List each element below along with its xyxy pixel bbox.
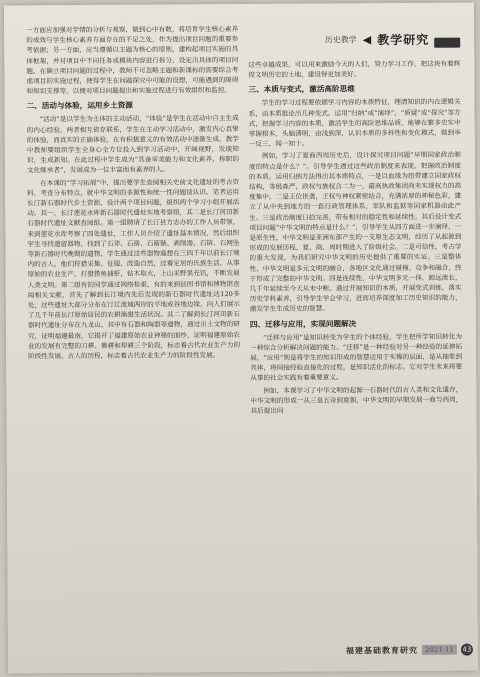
section-heading: 三、本质与变式，激活高阶思维: [248, 84, 355, 95]
section-label: 历史教学: [324, 34, 357, 44]
paragraph: 一方面应加强对学情的分析与观察，做到心中有数，将培育学生核心素养的成效与学生核心素养方面存在的不足之处，作为提出项目问题的重要参考依据；另一方面，应当遵循以主题为核心的原则，建构起项目实施的具体框架，并对项目中不同任务或模块内容进行拆分，设定出具体的项目问题。在确立项目问题的过程中，教师不可忽略主题和新课标的需要综合考虑项目的实施过程，使得学生在问题探究中可能的设想，可能遇到的障碍和知识支撑等，以便对项目问题提出和实施过程进行有效组织和监控。: [26, 25, 239, 96]
header-bar-decoration: [434, 38, 460, 48]
journal-name: 福建基础教育研究: [345, 644, 418, 655]
paragraph: “活动”是以学生为主体的主动活动，“体验”是学生在活动中自主生成的内心经验，两者相互依存联系，学生在主动学习活动中，激发内心真挚的体验，而真实的正确体验，在有积极意义的有效活动中逐渐生成。教学中教师要组织学生全身心全方位投入到学习活动中，开阔视野，发现知识，生成新知。在此过程中学生成为“具备审美能力和文化素养，称职的文化继承者”，发展成为一位丰富而有素养的人。: [26, 114, 239, 175]
section-title: 教学研究: [377, 32, 430, 47]
document-page: [4, 3, 478, 674]
issue-number: 2021·11: [422, 645, 457, 655]
paragraph: 学生的学习过程要依据学习内容的本质特征，理清知识的内在逻辑关系，由本质推论出几种变式。运用“归纳”或“演绎”，“质疑”或“探究”等方式，把握学习内容的本质，激活学生的高阶思维品质，能够在繁多史实中掌握根本，头脑清明，由浅到深，认识本质的多样性和变化模式，做到举一反三，闻一知十。: [248, 98, 461, 149]
page-header: [258, 27, 463, 52]
section-heading: 二、活动与体验，运用乡土资源: [26, 101, 133, 111]
paragraph: 在本课的“学习拓展”中，提出要学生查阅相关史前文化遗址的考古资料，考查分布特点，就中华文明的多源性和统一性问题谈认识。笔者运用长汀新石器时代乡土资源，设计两个项目问题，组织两个学习小组开展活动。其一，长汀莲花水库新石器时代遗址实地考察组，其二是长汀河田新石器时代遗址文献查阅组。第一组聘请了长汀县方志办的工作人员带领，来到莲花水库考察了四处遗址，工作人员介绍了遗址基本情况，然后组织学生寻找遗留器物，找到了石斧、石凿、石箭镞、剥削器、石锛、石网坠等新石器时代晚期的遗物，学生通过这些器物遥想在三四千年以前长汀境内的古人，他们狩猎采集、征服、改造自然，过着定居的氏族生活，从事原始的农业生产，打猎捞鱼捕虾，钻木取火，上山采野果充饥，不断发展人类文明。第二组有的同学通过网络检索，有的来到县图书馆和博物馆查阅相关文献，首先了解到长汀境内先后发现的新石器时代遗址达120多处，这些遗址大部分分布在汀江流域两岸的平地或谷地边缘，向人们展示了几千年前长汀原始居民的农耕渔猎生活状况。其二了解到长汀河田新石器时代遗址分布在九龙山，其中有石器和陶器等遗物，通过出土文物的研究，证明福建最南，它揭开了福建原始农业神秘的面纱，证明福建原始农业的发展有完整的刀耕、锄耕和犁耕三个阶段，标志着古代农业生产力的阶段性发展。古人的历程，标志着古代农业生产力的阶段性发展。: [27, 177, 241, 361]
right-column: [248, 59, 464, 640]
paragraph: 例如，本课学习了中华文明的起源一石器时代的古人类和文化遗存，中华文明的形成一从三皇五帝到夏朝，中华文明的早期发展一商与西周，其后提出问: [250, 385, 463, 416]
paragraph: 例如，学习了夏商西周历史后，设计探究项目问题“早期国家政治制度的特点是什么？”。引导学生透过这些政治制度来表现，把握政治制度的本质。运用归纳方法得出其本质特点，一是以血缘为纽带建立国家政权结构，等级森严，政权与族权合二为一，最高执政集团尚未实现权力的高度集中。二是王位世袭，王权与神权紧密结合，充满浓厚的神秘色彩，建立了从中央到地方的一套行政管理体系，军队和监狱等国家机器由此产生。三是政治制度日趋完善，带有相对的稳定性和延续性。其后设计变式项目问题“中华文明的特点是什么？”，引导学生从四方面进一步演绎，一是原生性，中华文明是亚洲东部产生的一支原生态文明，经历了从起源到形成的发展历程，夏、商、周时期进入了阶级社会。二是可信性，考古学的重大发现，为我们研究中华文明的历史提供了重要的实证。三是整体性，中华文明是多元文明的融合，各地区文化通过碰撞、竞争和融合，终于形成了完整的中华文明。四是连续性，中华文明多元一体，源远流长，几千年延续至今天从未中断。通过开展知识的本质，开展变式训练，落实历史学科素养，引导学生学会学习，进而培养深度加工历史知识的能力，激发学生生成历史的智慧。: [248, 151, 462, 314]
paragraph: “迁移与应用”是知识转变为学生的个体经验，学生把所学知识转化为一种综合分析解决问题的能力。“迁移”是一种经验对另一种经验的延伸拓展，“应用”则是将学生的知识形成的智慧运用于实操的层面，是从抽象到具体，将间接经验直接化的过程，是知识活化的标志。它对学生未来将要从事的社会实践有着重要意义。: [250, 332, 463, 383]
section-heading: 四、迁移与应用，实现问题解决: [249, 318, 357, 329]
header-arrow-icon: ◀: [362, 32, 372, 46]
page-footer: [308, 643, 473, 658]
page-number: 43: [461, 644, 473, 656]
paragraph: 这些卓越成果，可以用来激励今天的人们，努力学习工作，把这块有着辉煌文明历史的土地，建设得更加美好。: [248, 59, 461, 80]
left-column: [26, 24, 242, 635]
